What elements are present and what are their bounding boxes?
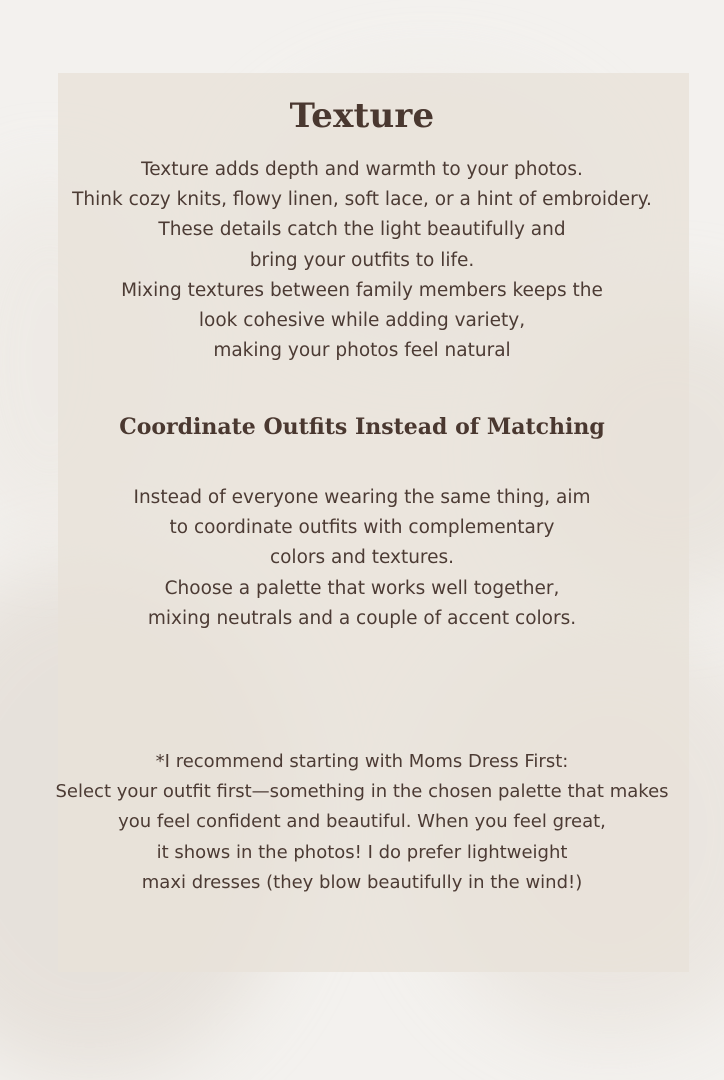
recommendation-paragraph [0,747,724,898]
paragraph-line: making your photos feel natural [213,340,511,362]
paragraph-line: Mixing textures between family members keeps the [121,279,603,301]
paragraph-line: it shows in the photos! I do prefer lightweight [156,841,568,863]
paragraph-line: maxi dresses (they blow beautifully in the wind!) [141,871,583,893]
coordinate-paragraph [0,483,724,634]
texture-paragraph [0,155,724,366]
paragraph-line: you feel confident and beautiful. When you feel great, [118,811,606,833]
paragraph-line: Choose a palette that works well together, [164,577,560,599]
paragraph-line: mixing neutrals and a couple of accent colors. [147,607,577,629]
paragraph-line: Texture adds depth and warmth to your photos. [141,159,583,180]
paragraph-line: to coordinate outfits with complementary [169,517,555,539]
paragraph-line: *I recommend starting with Moms Dress First: [155,751,569,772]
paragraph-line: These details catch the light beautifully and [158,219,566,241]
paragraph-line: Select your outfit first—something in the chosen palette that makes [55,781,669,803]
paragraph-line: colors and textures. [269,547,455,569]
page-title: Texture [289,96,435,136]
paragraph-line: bring your outfits to life. [249,249,475,271]
paragraph-line: look cohesive while adding variety, [198,310,526,332]
section-subtitle: Coordinate Outfits Instead of Matching [119,414,605,440]
paragraph-line: Instead of everyone wearing the same thing, aim [133,487,591,508]
paragraph-line: Think cozy knits, flowy linen, soft lace, or a hint of embroidery. [72,189,652,211]
